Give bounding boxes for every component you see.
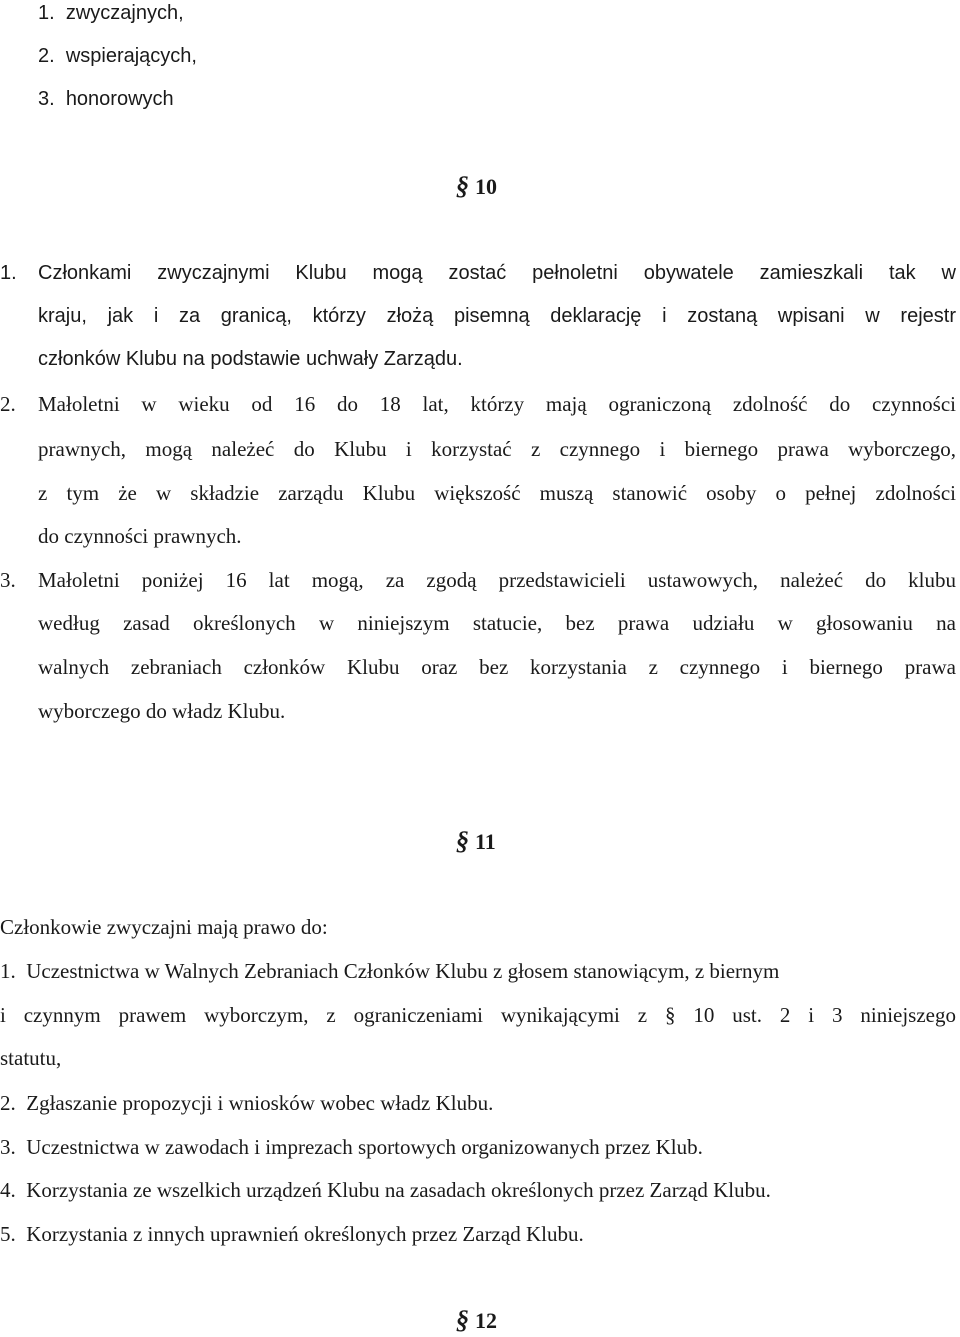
item-number: 1. <box>0 959 16 983</box>
item-text: Zgłaszanie propozycji i wniosków wobec władz Klubu. <box>26 1091 494 1115</box>
paragraph-line: członków Klubu na podstawie uchwały Zarządu. <box>38 348 463 370</box>
list-item <box>0 1090 493 1116</box>
list-item <box>0 1221 584 1247</box>
paragraph-line: walnych zebraniach członków Klubu oraz bez korzystania z czynnego i biernego prawa <box>38 655 956 679</box>
item-number: 2. <box>0 1091 16 1115</box>
paragraph-line: do czynności prawnych. <box>38 524 242 548</box>
paragraph-line: Małoletni poniżej 16 lat mogą, za zgodą przedstawicieli ustawowych, należeć do klubu <box>38 568 956 592</box>
item-number: 5. <box>0 1222 16 1246</box>
list-item <box>38 43 197 69</box>
item-text: Korzystania ze wszelkich urządzeń Klubu na zasadach określonych przez Zarząd Klubu. <box>26 1178 771 1202</box>
list-item-number: 3. <box>38 88 55 110</box>
section-12-heading <box>456 1307 497 1334</box>
paragraph-line: i czynnym prawem wyborczym, z ograniczeniami wynikającymi z § 10 ust. 2 i 3 niniejszego <box>0 1003 956 1027</box>
paragraph-line: Członkami zwyczajnymi Klubu mogą zostać pełnoletni obywatele zamieszkali tak w <box>38 262 956 284</box>
paragraph-line: statutu, <box>0 1046 62 1070</box>
list-item <box>38 0 184 26</box>
list-item <box>0 1134 703 1160</box>
section-symbol: § <box>456 826 469 855</box>
item-number: 2. <box>0 392 16 416</box>
paragraph-line: z tym że w składzie zarządu Klubu większość muszą stanowić osoby o pełnej zdolności <box>38 481 956 505</box>
item-number: 4. <box>0 1178 16 1202</box>
section-number: 12 <box>475 1308 497 1333</box>
item-number: 3. <box>0 568 16 592</box>
item-text: Uczestnictwa w Walnych Zebraniach Członków Klubu z głosem stanowiącym, z biernym <box>26 959 780 983</box>
list-item-text: zwyczajnych, <box>65 2 184 24</box>
section-10-heading <box>456 173 497 200</box>
section-number: 10 <box>475 174 497 199</box>
section-11-heading <box>456 828 496 855</box>
item-text: Korzystania z innych uprawnień określonych przez Zarząd Klubu. <box>26 1222 584 1246</box>
item-number: 1. <box>0 262 17 284</box>
list-item-text: honorowych <box>65 88 174 110</box>
section-intro: Członkowie zwyczajni mają prawo do: <box>0 915 328 939</box>
item-text: Uczestnictwa w zawodach i imprezach sportowych organizowanych przez Klub. <box>26 1135 703 1159</box>
paragraph-line: wyborczego do władz Klubu. <box>38 699 286 723</box>
paragraph-line: Małoletni w wieku od 16 do 18 lat, którzy mają ograniczoną zdolność do czynności <box>38 392 956 416</box>
paragraph-line: kraju, jak i za granicą, którzy złożą pisemną deklarację i zostaną wpisani w rejestr <box>38 305 956 327</box>
paragraph-line: według zasad określonych w niniejszym statucie, bez prawa udziału w głosowaniu na <box>38 611 956 635</box>
section-number: 11 <box>475 829 496 854</box>
paragraph-line: prawnych, mogą należeć do Klubu i korzystać z czynnego i biernego prawa wyborczego, <box>38 437 956 461</box>
item-number: 3. <box>0 1135 16 1159</box>
list-item-text: wspierających, <box>65 45 197 67</box>
section-symbol: § <box>456 171 469 200</box>
section-symbol: § <box>456 1305 469 1334</box>
list-item <box>0 1177 771 1203</box>
list-item <box>38 86 174 112</box>
list-item-number: 2. <box>38 45 55 67</box>
list-item-number: 1. <box>38 2 55 24</box>
paragraph-line <box>0 958 779 984</box>
